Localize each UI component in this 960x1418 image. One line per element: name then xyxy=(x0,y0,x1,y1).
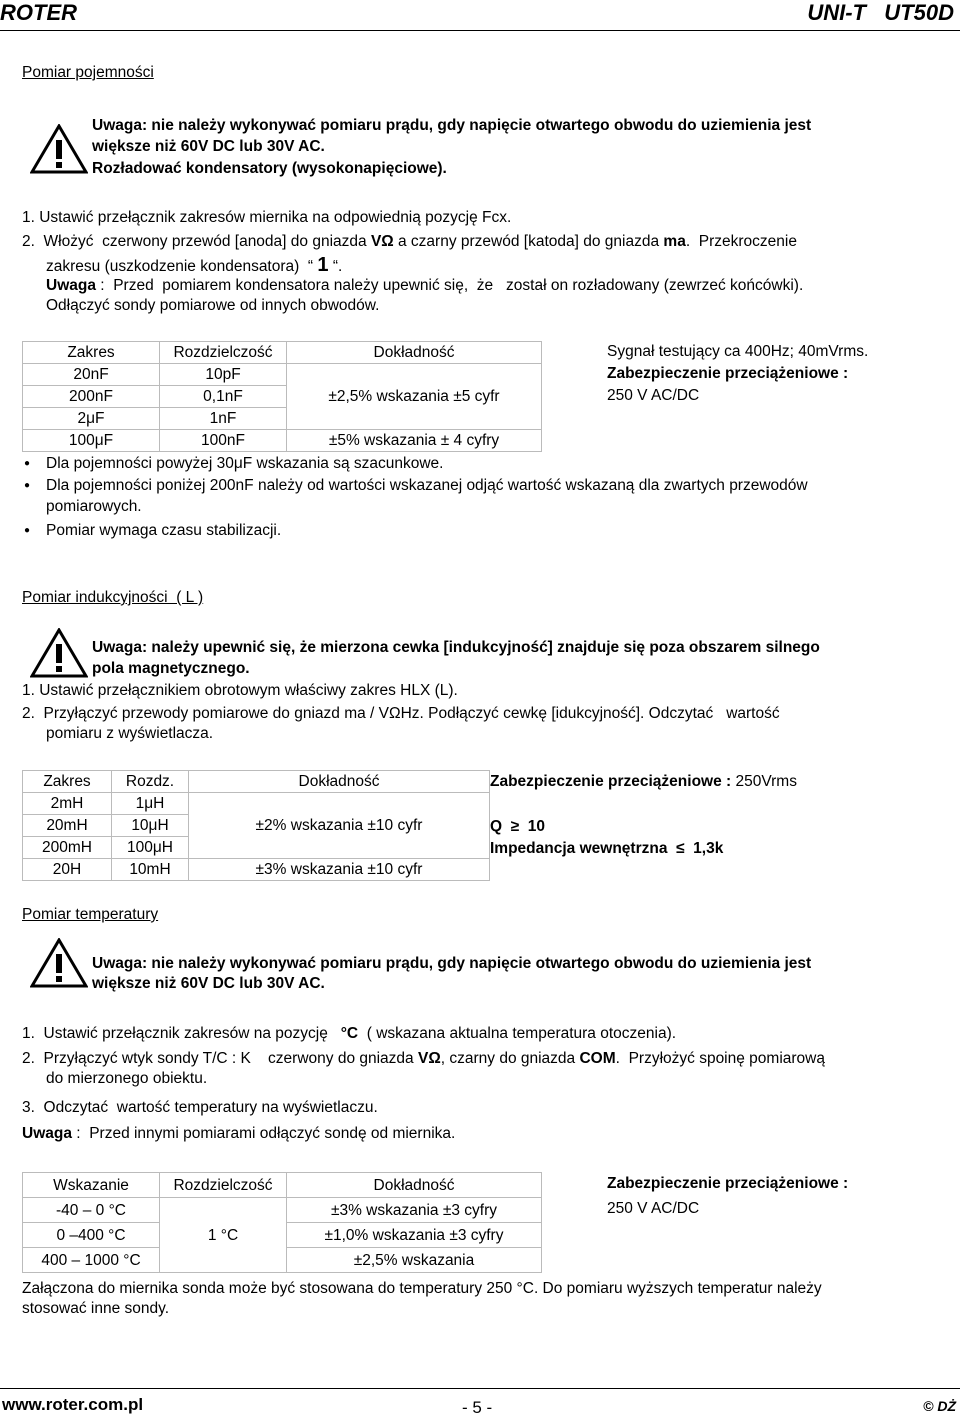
table-cell: ±3% wskazania ±10 cyfr xyxy=(189,859,490,881)
table-cell: ±1,0% wskazania ±3 cyfry xyxy=(287,1223,542,1248)
table-cell: 400 – 1000 °C xyxy=(23,1248,160,1273)
section-title-capacitance: Pomiar pojemności xyxy=(22,64,154,81)
section-title-temperature: Pomiar temperatury xyxy=(22,906,159,923)
warning-text: większe niż 60V DC lub 30V AC. xyxy=(92,138,325,155)
table-cell: 20nF xyxy=(23,364,160,386)
table-cell: 1nF xyxy=(160,408,287,430)
capacitance-spec-table xyxy=(22,341,542,452)
table-cell: ±2,5% wskazania ±5 cyfr xyxy=(287,364,542,430)
table-header: Zakres xyxy=(23,771,112,793)
table-cell: 2μF xyxy=(23,408,160,430)
brand-name: ROTER xyxy=(0,0,77,25)
caution-note: Odłączyć sondy pomiarowe od innych obwodów. xyxy=(46,297,380,314)
footer-url[interactable]: www.roter.com.pl xyxy=(2,1395,144,1414)
table-cell: 0 –400 °C xyxy=(23,1223,160,1248)
warning-text: Uwaga: nie należy wykonywać pomiaru prądu, gdy napięcie otwartego obwodu do uziemienia jest xyxy=(92,955,812,972)
side-note: Zabezpieczenie przeciążeniowe : xyxy=(607,365,849,382)
side-note: Zabezpieczenie przeciążeniowe : 250Vrms xyxy=(490,773,797,790)
table-cell: 1 °C xyxy=(160,1198,287,1273)
list-item: ● Dla pojemności poniżej 200nF należy od wartości wskazanej odjąć wartość wskazaną dla zwartych przewodów xyxy=(46,477,808,495)
side-note: Q ≥ 10 xyxy=(490,818,546,835)
table-cell: 20mH xyxy=(23,815,112,837)
table-cell: 100μH xyxy=(112,837,189,859)
instruction-step: 1. Ustawić przełącznikiem obrotowym właściwy zakres HLX (L). xyxy=(22,682,458,699)
table-cell: 100μF xyxy=(23,430,160,452)
table-cell: 1μH xyxy=(112,793,189,815)
table-cell: -40 – 0 °C xyxy=(23,1198,160,1223)
table-cell: 10μH xyxy=(112,815,189,837)
warning-icon xyxy=(30,938,88,988)
copyright: © DŻ xyxy=(923,1398,956,1414)
inductance-spec-table xyxy=(22,770,490,881)
table-cell: 2mH xyxy=(23,793,112,815)
side-note: Sygnał testujący ca 400Hz; 40mVrms. xyxy=(607,343,869,360)
side-note: Zabezpieczenie przeciążeniowe : xyxy=(607,1175,849,1192)
table-cell: 200nF xyxy=(23,386,160,408)
table-cell: 20H xyxy=(23,859,112,881)
table-header: Dokładność xyxy=(189,771,490,793)
page-number: - 5 - xyxy=(462,1398,493,1417)
table-header: Zakres xyxy=(23,342,160,364)
instruction-step: zakresu (uszkodzenie kondensatora) “ 1 “. xyxy=(46,254,343,276)
side-note: Impedancja wewnętrzna ≤ 1,3k xyxy=(490,840,724,857)
list-item: ● Dla pojemności powyżej 30μF wskazania są szacunkowe. xyxy=(46,455,443,473)
instruction-step: 2. Przyłączyć wtyk sondy T/C : K czerwony do gniazda VΩ, czarny do gniazda COM. Przyłożyć spoinę pomiarową xyxy=(22,1050,825,1067)
table-header: Rozdzielczość xyxy=(160,1173,287,1198)
section-title-inductance: Pomiar indukcyjności ( L ) xyxy=(22,589,204,606)
warning-text: Rozładować kondensatory (wysokonapięciowe). xyxy=(92,160,447,177)
instruction-step: 3. Odczytać wartość temperatury na wyświetlaczu. xyxy=(22,1099,378,1116)
warning-text: większe niż 60V DC lub 30V AC. xyxy=(92,975,325,992)
instruction-step: pomiaru z wyświetlacza. xyxy=(46,725,214,742)
table-header: Rozdzielczość xyxy=(160,342,287,364)
table-cell: ±2% wskazania ±10 cyfr xyxy=(189,793,490,859)
warning-icon xyxy=(30,628,88,678)
table-header: Wskazanie xyxy=(23,1173,160,1198)
header-rule xyxy=(0,30,960,31)
caution-note: Uwaga : Przed pomiarem kondensatora należy upewnić się, że został on rozładowany (zewrzeć końcówki). xyxy=(46,277,804,294)
table-cell: ±5% wskazania ± 4 cyfry xyxy=(287,430,542,452)
list-item-cont: pomiarowych. xyxy=(46,498,142,515)
table-cell: 10pF xyxy=(160,364,287,386)
caution-note: Uwaga : Przed innymi pomiarami odłączyć sondę od miernika. xyxy=(22,1125,456,1142)
temperature-spec-table xyxy=(22,1172,542,1273)
table-header: Rozdz. xyxy=(112,771,189,793)
instruction-step: do mierzonego obiektu. xyxy=(46,1070,208,1087)
table-cell: ±2,5% wskazania xyxy=(287,1248,542,1273)
footnote: Załączona do miernika sonda może być stosowana do temperatury 250 °C. Do pomiaru wyższych temperatur należy xyxy=(22,1280,822,1297)
table-header: Dokładność xyxy=(287,1173,542,1198)
instruction-step: 2. Przyłączyć przewody pomiarowe do gniazd ma / VΩHz. Podłączyć cewkę [idukcyjność]. Odczytać wartość xyxy=(22,705,780,722)
instruction-step: 1. Ustawić przełącznik zakresów miernika na odpowiednią pozycję Fcx. xyxy=(22,209,512,226)
warning-text: Uwaga: nie należy wykonywać pomiaru prądu, gdy napięcie otwartego obwodu do uziemienia jest xyxy=(92,117,812,134)
instruction-step: 2. Włożyć czerwony przewód [anoda] do gniazda VΩ a czarny przewód [katoda] do gniazda ma. Przekroczenie xyxy=(22,233,797,250)
warning-text: Uwaga: należy upewnić się, że mierzona cewka [indukcyjność] znajduje się poza obszarem silnego xyxy=(92,639,820,656)
table-cell: 100nF xyxy=(160,430,287,452)
list-item: ● Pomiar wymaga czasu stabilizacji. xyxy=(46,522,281,540)
footnote: stosować inne sondy. xyxy=(22,1300,170,1317)
table-cell: 10mH xyxy=(112,859,189,881)
table-cell: ±3% wskazania ±3 cyfry xyxy=(287,1198,542,1223)
table-header: Dokładność xyxy=(287,342,542,364)
table-cell: 200mH xyxy=(23,837,112,859)
side-note: 250 V AC/DC xyxy=(607,1200,700,1217)
footer-rule xyxy=(0,1388,960,1389)
table-cell: 0,1nF xyxy=(160,386,287,408)
side-note: 250 V AC/DC xyxy=(607,387,700,404)
instruction-step: 1. Ustawić przełącznik zakresów na pozycję °C ( wskazana aktualna temperatura otoczenia). xyxy=(22,1025,677,1042)
warning-icon xyxy=(30,124,88,174)
model-name: UNI-T UT50D xyxy=(807,0,954,25)
warning-text: pola magnetycznego. xyxy=(92,660,250,677)
